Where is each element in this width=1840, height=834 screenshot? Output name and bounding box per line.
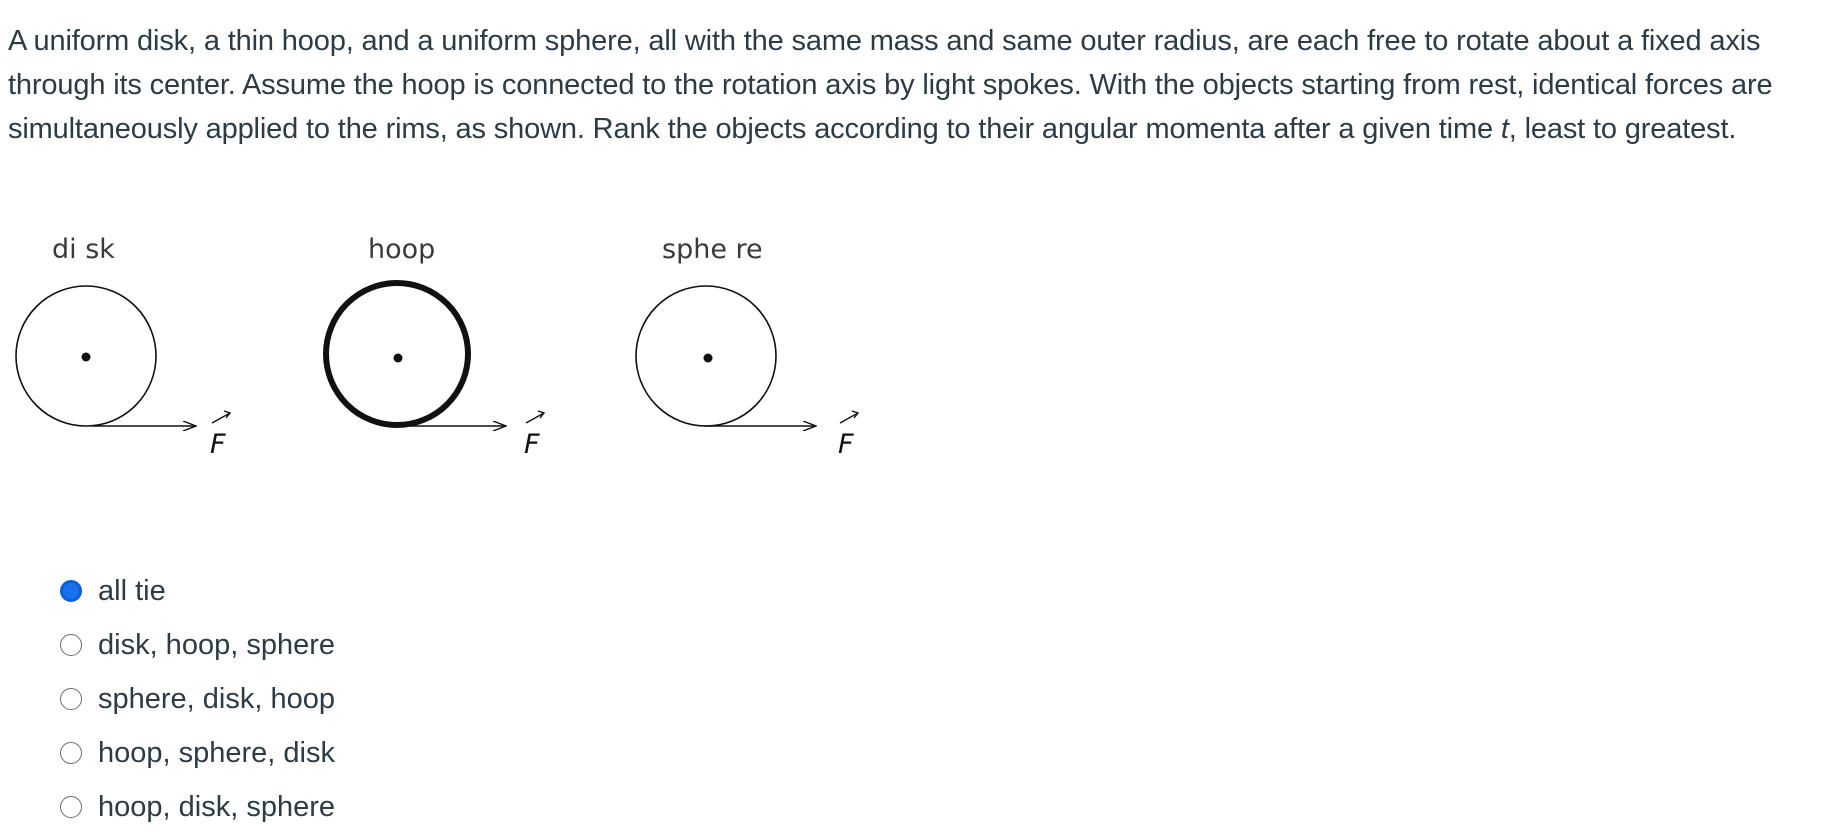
question-variable-t: t	[1500, 113, 1509, 145]
answer-option[interactable]	[60, 618, 335, 672]
radio-button[interactable]	[60, 796, 82, 818]
answer-option[interactable]	[60, 672, 335, 726]
sphere-force-symbol: F	[838, 429, 854, 460]
disk-force-symbol: F	[210, 429, 226, 460]
question-figure	[0, 228, 880, 478]
disk-axis-dot	[82, 353, 91, 362]
answer-label[interactable]: hoop, disk, sphere	[98, 790, 335, 823]
answer-label[interactable]: hoop, sphere, disk	[98, 736, 335, 769]
disk-label: di sk	[52, 234, 115, 265]
answer-label[interactable]: sphere, disk, hoop	[98, 682, 335, 715]
radio-button[interactable]	[60, 634, 82, 656]
question-text	[8, 19, 1834, 151]
sphere-axis-dot	[704, 354, 713, 363]
radio-button[interactable]	[60, 688, 82, 710]
disk-object	[16, 234, 230, 460]
hoop-object	[326, 234, 544, 460]
radio-button[interactable]	[60, 742, 82, 764]
answer-label[interactable]: all tie	[98, 574, 166, 607]
radio-button-selected[interactable]	[60, 580, 82, 602]
answer-option[interactable]	[60, 726, 335, 780]
sphere-force-label	[838, 411, 858, 460]
answer-option[interactable]	[60, 564, 335, 618]
hoop-axis-dot	[394, 354, 403, 363]
disk-force-label	[210, 411, 230, 460]
answer-options	[60, 564, 335, 834]
answer-option[interactable]	[60, 780, 335, 834]
rotation-objects-diagram	[0, 228, 880, 478]
hoop-force-symbol: F	[524, 429, 540, 460]
sphere-label: sphe re	[662, 234, 763, 265]
hoop-force-label	[524, 411, 544, 460]
hoop-label: hoop	[368, 234, 436, 265]
question-text-main: A uniform disk, a thin hoop, and a uniform sphere, all with the same mass and same outer radius, are each free to rotate about a fixed axis through its center. Assume the hoop is connected to the rotation axis by light spokes. With the objects starting from rest, identical forces are simultaneously applied to the rims, as shown. Rank the objects according to their angular momenta after a given time	[8, 25, 1773, 145]
answer-label[interactable]: disk, hoop, sphere	[98, 628, 335, 661]
sphere-object	[636, 234, 858, 460]
question-text-end: , least to greatest.	[1508, 113, 1737, 145]
